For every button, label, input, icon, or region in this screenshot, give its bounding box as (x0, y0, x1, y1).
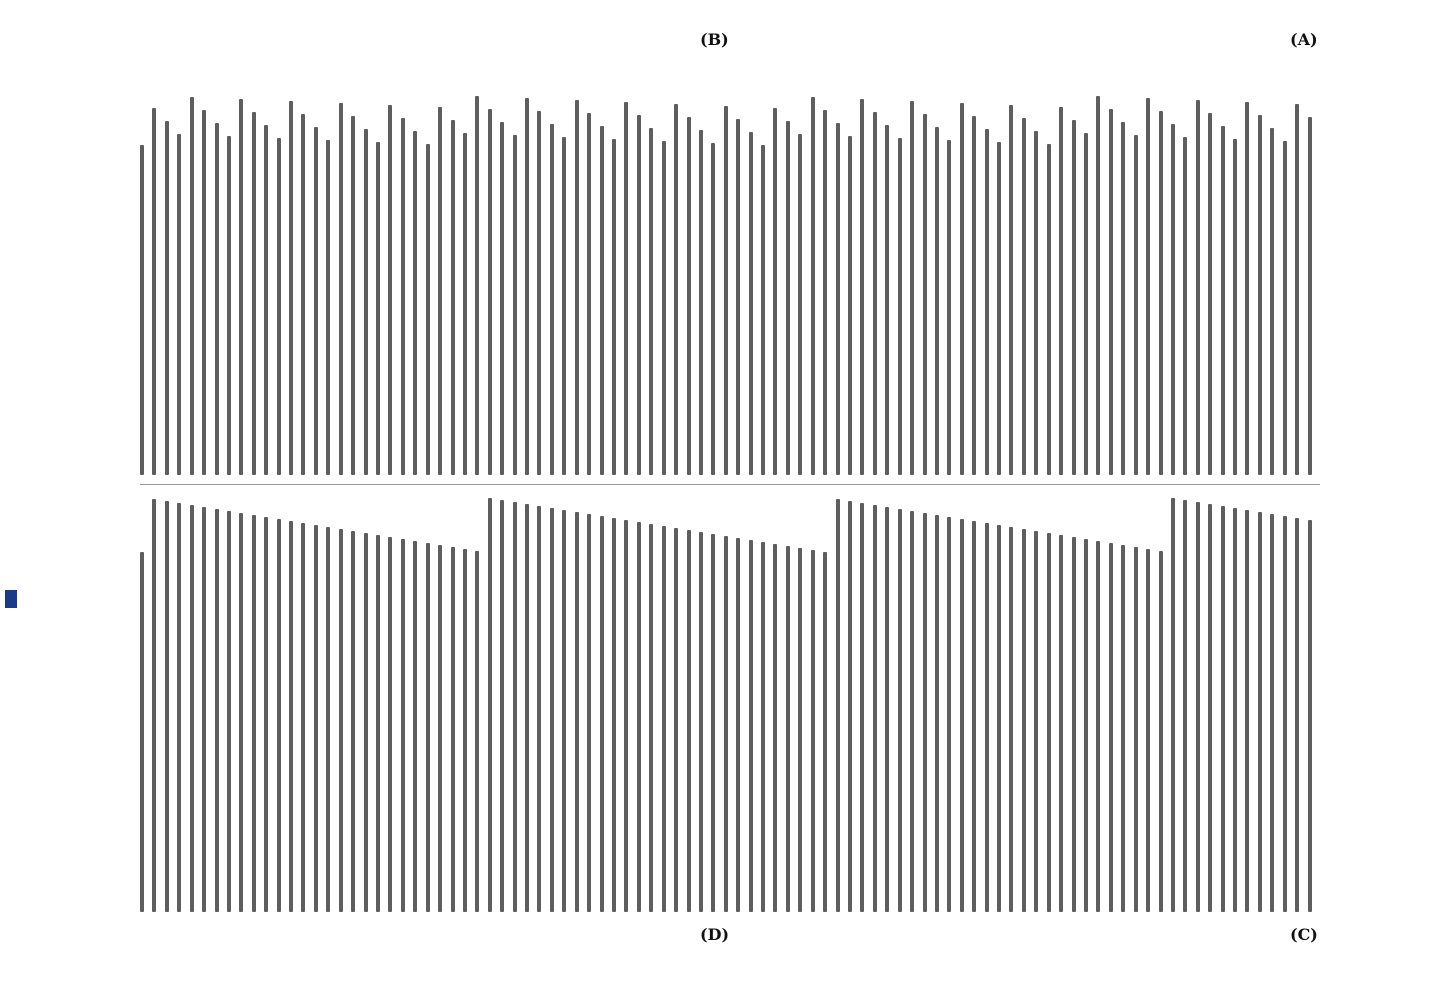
text-line (1295, 518, 1299, 912)
text-line (1233, 508, 1237, 912)
text-line (1196, 502, 1200, 912)
text-line (351, 116, 355, 475)
text-line (1295, 104, 1299, 475)
text-line (215, 509, 219, 912)
text-line (376, 535, 380, 912)
text-line (1245, 102, 1249, 475)
text-line (314, 525, 318, 912)
digitization-footer (5, 590, 18, 612)
text-line (910, 511, 914, 912)
text-line (1047, 533, 1051, 912)
text-line (972, 116, 976, 475)
text-line (562, 510, 566, 912)
text-line (140, 145, 144, 475)
text-line (724, 536, 728, 912)
text-line (488, 498, 492, 912)
text-line (898, 509, 902, 912)
text-line (289, 521, 293, 912)
text-line (997, 525, 1001, 912)
text-line (972, 521, 976, 912)
text-line (475, 551, 479, 912)
text-line (165, 501, 169, 912)
text-line (1208, 113, 1212, 475)
margin-marker-a: (A) (1290, 30, 1318, 49)
text-line (314, 127, 318, 475)
text-line (985, 129, 989, 475)
text-line (500, 122, 504, 475)
text-line (488, 109, 492, 475)
text-line (301, 114, 305, 475)
text-line (860, 503, 864, 912)
text-line (177, 134, 181, 475)
text-line (749, 540, 753, 912)
text-line (736, 538, 740, 912)
text-line (898, 138, 902, 475)
text-line (997, 142, 1001, 475)
text-line (674, 528, 678, 912)
text-line (277, 519, 281, 912)
text-line (1109, 109, 1113, 475)
text-line (513, 502, 517, 912)
text-line (227, 511, 231, 912)
text-line (264, 517, 268, 912)
text-line (202, 507, 206, 912)
text-line (550, 508, 554, 912)
text-line (1221, 126, 1225, 475)
text-line (562, 137, 566, 475)
text-line (1134, 547, 1138, 912)
text-line (1270, 128, 1274, 475)
text-line (836, 499, 840, 912)
text-line (1047, 144, 1051, 475)
text-line (413, 541, 417, 912)
text-line (1270, 514, 1274, 912)
text-line (736, 119, 740, 475)
text-line (711, 534, 715, 912)
text-line (612, 139, 616, 475)
text-line (575, 100, 579, 475)
text-line (1146, 549, 1150, 912)
text-line (1022, 529, 1026, 912)
margin-marker-c: (C) (1290, 925, 1318, 944)
text-line (761, 542, 765, 912)
text-line (637, 115, 641, 475)
text-line (960, 519, 964, 912)
text-line (1258, 512, 1262, 912)
text-line (1109, 543, 1113, 912)
text-line (1084, 133, 1088, 475)
text-line (848, 501, 852, 912)
text-line (724, 106, 728, 475)
text-line (786, 546, 790, 912)
text-line (1096, 541, 1100, 912)
text-line (699, 130, 703, 475)
text-line (227, 136, 231, 475)
text-line (1146, 98, 1150, 475)
text-line (513, 135, 517, 475)
text-line (600, 516, 604, 912)
text-line (947, 517, 951, 912)
margin-marker-d: (D) (700, 925, 730, 944)
text-line (910, 101, 914, 475)
text-line (600, 126, 604, 475)
text-line (264, 125, 268, 475)
text-line (662, 141, 666, 475)
text-line (935, 515, 939, 912)
text-line (587, 514, 591, 912)
text-line (674, 104, 678, 475)
text-line (1159, 111, 1163, 475)
text-line (1183, 500, 1187, 912)
text-line (699, 532, 703, 912)
text-line (624, 520, 628, 912)
text-line (1134, 135, 1138, 475)
text-line (749, 132, 753, 475)
text-line (823, 110, 827, 475)
text-line (1233, 139, 1237, 475)
text-line (239, 99, 243, 475)
text-line (140, 552, 144, 912)
text-line (860, 99, 864, 475)
text-line (152, 108, 156, 475)
text-line (1009, 105, 1013, 475)
text-line (612, 518, 616, 912)
text-line (550, 124, 554, 475)
text-line (1022, 118, 1026, 475)
text-line (326, 527, 330, 912)
text-line (537, 506, 541, 912)
text-line (1034, 131, 1038, 475)
text-line (773, 108, 777, 475)
text-line (923, 114, 927, 475)
text-line (190, 97, 194, 475)
text-line (711, 143, 715, 475)
text-line (152, 499, 156, 912)
text-line (364, 129, 368, 475)
text-line (923, 513, 927, 912)
text-line (587, 113, 591, 475)
text-line (1034, 531, 1038, 912)
text-line (537, 111, 541, 475)
text-line (786, 121, 790, 475)
text-line (1009, 527, 1013, 912)
text-line (339, 103, 343, 475)
text-line (1283, 141, 1287, 475)
text-line (1059, 535, 1063, 912)
text-line (388, 105, 392, 475)
text-line (165, 121, 169, 475)
funder-logo-icon (5, 590, 17, 608)
text-line (289, 101, 293, 475)
text-line (798, 548, 802, 912)
text-line (687, 530, 691, 912)
text-line (525, 98, 529, 475)
text-line (885, 507, 889, 912)
text-line (277, 138, 281, 475)
text-line (339, 529, 343, 912)
text-line (426, 144, 430, 475)
text-line (252, 515, 256, 912)
text-line (1283, 516, 1287, 912)
text-line (202, 110, 206, 475)
margin-marker-b: (B) (700, 30, 729, 49)
text-line (451, 547, 455, 912)
text-line (1121, 122, 1125, 475)
text-line (885, 125, 889, 475)
text-line (1171, 498, 1175, 912)
text-line (1308, 520, 1312, 912)
text-line (836, 123, 840, 475)
text-line (463, 549, 467, 912)
text-line (960, 103, 964, 475)
text-line (190, 505, 194, 912)
text-column-left (140, 95, 1320, 475)
text-line (687, 117, 691, 475)
text-line (1059, 107, 1063, 475)
text-line (662, 526, 666, 912)
text-line (761, 145, 765, 475)
text-line (848, 136, 852, 475)
text-line (326, 140, 330, 475)
text-line (215, 123, 219, 475)
text-line (1221, 506, 1225, 912)
text-line (649, 128, 653, 475)
text-line (811, 550, 815, 912)
text-line (351, 531, 355, 912)
text-line (637, 522, 641, 912)
text-line (525, 504, 529, 912)
text-line (401, 118, 405, 475)
text-line (1084, 539, 1088, 912)
text-line (401, 539, 405, 912)
text-column-right (140, 492, 1320, 912)
text-line (252, 112, 256, 475)
text-line (451, 120, 455, 475)
text-line (301, 523, 305, 912)
text-line (413, 131, 417, 475)
text-line (1121, 545, 1125, 912)
text-line (463, 133, 467, 475)
text-line (1072, 537, 1076, 912)
text-line (1159, 551, 1163, 912)
text-line (773, 544, 777, 912)
text-line (1196, 100, 1200, 475)
text-line (426, 543, 430, 912)
text-line (177, 503, 181, 912)
text-line (823, 552, 827, 912)
text-line (985, 523, 989, 912)
text-line (1072, 120, 1076, 475)
text-line (388, 537, 392, 912)
text-line (873, 112, 877, 475)
text-line (1171, 124, 1175, 475)
text-line (873, 505, 877, 912)
text-line (935, 127, 939, 475)
text-line (438, 107, 442, 475)
text-line (1245, 510, 1249, 912)
text-line (811, 97, 815, 475)
column-divider (140, 484, 1320, 485)
text-line (475, 96, 479, 475)
text-line (798, 134, 802, 475)
text-line (239, 513, 243, 912)
text-line (1208, 504, 1212, 912)
text-line (624, 102, 628, 475)
text-line (1258, 115, 1262, 475)
text-line (649, 524, 653, 912)
text-line (376, 142, 380, 475)
text-line (1096, 96, 1100, 475)
text-line (575, 512, 579, 912)
text-line (947, 140, 951, 475)
text-line (438, 545, 442, 912)
text-line (364, 533, 368, 912)
text-line (1308, 117, 1312, 475)
text-line (1183, 137, 1187, 475)
text-line (500, 500, 504, 912)
